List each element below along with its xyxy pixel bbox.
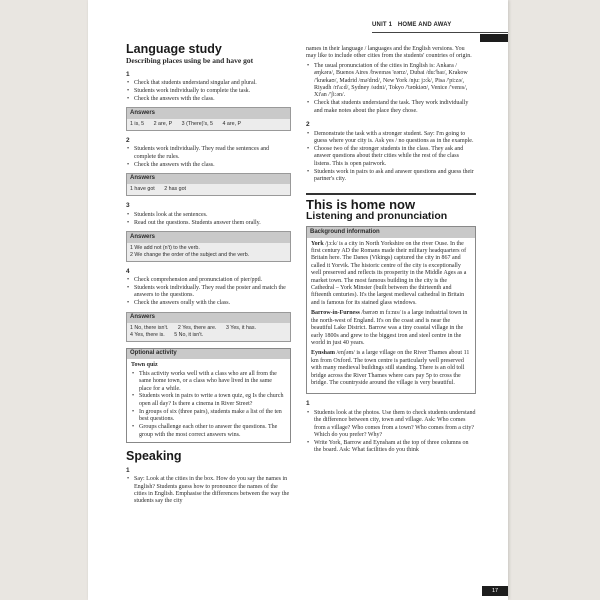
list-item: • Check that students understand the task. They work individually and make notes about the place they chose. <box>314 100 476 115</box>
list-item: • Check the answers orally with the class. <box>134 300 291 307</box>
background-info-box <box>306 226 476 394</box>
listening-title: Listening and pronunciation <box>306 209 448 222</box>
answer-item: 2 are, P <box>153 120 173 127</box>
continued-paragraph: names in their language / languages and the English versions. You may like to include other cities from the students' countries of origin. <box>306 46 472 60</box>
list-item: • Groups challenge each other to answer the questions. The group with the most correct answers wins. <box>139 424 286 439</box>
list-item: • Students look at the sentences. <box>134 212 291 219</box>
optional-activity-label: Optional activity <box>127 349 290 359</box>
list-item: • Read out the questions. Students answer them orally. <box>134 220 291 227</box>
document-page <box>88 0 508 600</box>
answers-body <box>127 323 290 341</box>
answers-box <box>126 231 291 261</box>
step-number: 3 <box>126 202 130 210</box>
eynsham-text: /enʃəm/ is a large village on the River Thames about 11 km from Oxford. The town centre is particularly well preserved with many medieval buildings still standing. There is an old toll bridge across the River Thames where cars pay 5p to cross the bridge. The countryside around the village is very beautiful. <box>311 350 470 386</box>
answers-body <box>127 119 290 130</box>
list-item: • Check comprehension and pronunciation of pier/pptl. <box>134 277 291 284</box>
background-info-body <box>307 238 475 394</box>
step-list <box>126 277 291 308</box>
answers-label: Answers <box>127 232 290 242</box>
answer-item: 5 No, it isn't. <box>174 331 204 338</box>
optional-list <box>131 371 286 439</box>
answers-box <box>126 107 291 130</box>
language-study-subtitle: Describing places using be and have got <box>126 56 254 66</box>
answers-body <box>127 243 290 261</box>
york-paragraph <box>311 241 471 308</box>
answer-item: 2 We change the order of the subject and the verb. <box>130 251 250 258</box>
step-list <box>126 212 291 227</box>
page-number: 17 <box>482 586 508 596</box>
step-list <box>306 131 476 184</box>
step-number: 2 <box>126 136 130 144</box>
answer-item: 2 Yes, there are. <box>177 324 217 331</box>
step-number: 1 <box>306 400 310 408</box>
answer-item: 4 Yes, there is. <box>130 331 165 338</box>
answer-item: 1 have got <box>130 186 155 193</box>
answer-item: 1 We add not (n't) to the verb. <box>130 244 200 251</box>
list-item: • Students look at the photos. Use them to check students understand the difference between city, town and village. Ask: Who comes from a village? Who comes from a town? Who comes from a city? Which do you prefer? Why? <box>314 410 476 440</box>
answers-body <box>127 184 290 195</box>
town-quiz-title: Town quiz <box>131 362 158 369</box>
answers-box <box>126 312 291 342</box>
answers-label: Answers <box>127 108 290 118</box>
answer-item: 2 has got <box>164 186 187 193</box>
answer-item: 1 is, 5 <box>130 120 145 127</box>
list-item: • Students work individually. They read the sentences and complete the rules. <box>134 146 291 161</box>
barrow-text: /bærəʊ ɪn fɜ:nɪs/ is a large industrial town in the north-west of England. It's on the coast and is near the beautiful Lake District. Barrow was a tiny coastal village in the early 1800s and grew to the biggest iron and steel centre in the world in just 40 years. <box>311 310 468 346</box>
left-column <box>126 42 291 506</box>
list-item: • In groups of six (three pairs), students make a list of the ten best questions. <box>139 409 286 424</box>
list-item: • Students work in pairs to write a town quiz, eg Is the church open all day? Is there a cinema in River Street? <box>139 393 286 408</box>
speaking-title: Speaking <box>126 449 182 464</box>
list-item: • Write York, Barrow and Eynsham at the top of three columns on the board. Ask: What facilities do you think <box>314 440 476 455</box>
home-title: This is home now <box>306 197 416 213</box>
answers-box <box>126 173 291 196</box>
optional-activity-body <box>127 359 290 442</box>
step-number: 1 <box>126 70 130 78</box>
list-item: • Choose two of the stronger students in the class. They ask and answer questions about their cities while the rest of the class listens. This is open pairwork. <box>314 146 476 168</box>
eynsham-name: Eynsham <box>311 350 336 357</box>
list-item: • Check the answers with the class. <box>134 96 291 103</box>
unit-label: UNIT 1 <box>372 22 393 28</box>
york-name: York <box>311 240 324 247</box>
answers-label: Answers <box>127 313 290 323</box>
list-item: • Students work individually. They read the poster and match the answers to the questions. <box>134 285 291 300</box>
answer-item: 4 are, P <box>222 120 242 127</box>
unit-title: HOME AND AWAY <box>397 22 452 28</box>
step-number: 1 <box>126 466 130 474</box>
section-divider <box>306 193 476 195</box>
step-list <box>126 476 291 506</box>
right-column <box>306 46 476 455</box>
list-item: • Students work in pairs to ask and answer questions and guess their partner's city. <box>314 169 476 184</box>
step-number: 2 <box>306 121 310 129</box>
list-item: • This activity works well with a class who are all from the same home town, or a class who have lived in the same place for a while. <box>139 371 286 393</box>
answer-item: 1 No, there isn't. <box>130 324 169 331</box>
step-number: 4 <box>126 267 130 275</box>
step-list <box>306 63 476 115</box>
list-item: • Check that students understand singular and plural. <box>134 80 291 87</box>
list-item: • Say: Look at the cities in the box. How do you say the names in English? Students guess how to pronounce the names of the cities in English. Emphasise the differences between the way the students say the city <box>134 476 291 506</box>
eynsham-paragraph <box>311 350 471 387</box>
background-info-label: Background information <box>307 227 475 237</box>
barrow-paragraph <box>311 310 471 347</box>
barrow-name: Barrow-in-Furness <box>311 310 360 317</box>
header-bar <box>480 34 508 42</box>
list-item: • Students work individually to complete the task. <box>134 88 291 95</box>
language-study-title: Language study <box>126 42 222 56</box>
answer-item: 3 (There)'s, 5 <box>181 120 214 127</box>
optional-activity-box <box>126 348 291 443</box>
header-rule <box>372 32 508 33</box>
list-item: • Check the answers with the class. <box>134 162 291 169</box>
answer-item: 3 Yes, it has. <box>225 324 256 331</box>
york-text: /jɔ:k/ is a city in North Yorkshire on the river Ouse. In the first century AD the Romans made their military headquarters of Britain here. The Danes (Vikings) captured the city in 867 and called it Yorvik. The historic centre of the city is exceptionally well preserved and reflects its prosperity in the Middle Ages as a market town. The most famous building in the city is the Cathedral – York Minster (built between the thirteenth and fifteenth centuries). It's the largest medieval cathedral in Britain and is famous for its stained glass windows. <box>311 240 467 306</box>
step-list <box>126 80 291 103</box>
answers-label: Answers <box>127 174 290 184</box>
unit-header <box>372 18 477 32</box>
list-item: • The usual pronunciation of the cities in English is: Ankara /æŋkərə/, Buenos Aires /bweɪnəs 'eərɪz/, Dubai /du:'baɪ/, Krakow /'krækaʊ/, Madrid /mə'drɪd/, New York /nju: jɔ:k/, Pisa /'pi:zə/, Riyadh /ri'a:d/, Sydney /sɪdni/, Tokyo /'təʊkiəʊ/, Venice /'venɪs/, Xi'an /'ʃi:ən/. <box>314 63 476 100</box>
step-list <box>126 146 291 169</box>
step-list <box>306 410 476 455</box>
list-item: • Demonstrate the task with a stronger student. Say: I'm going to guess where your city is. Ask yes / no questions as in the example. <box>314 131 476 146</box>
